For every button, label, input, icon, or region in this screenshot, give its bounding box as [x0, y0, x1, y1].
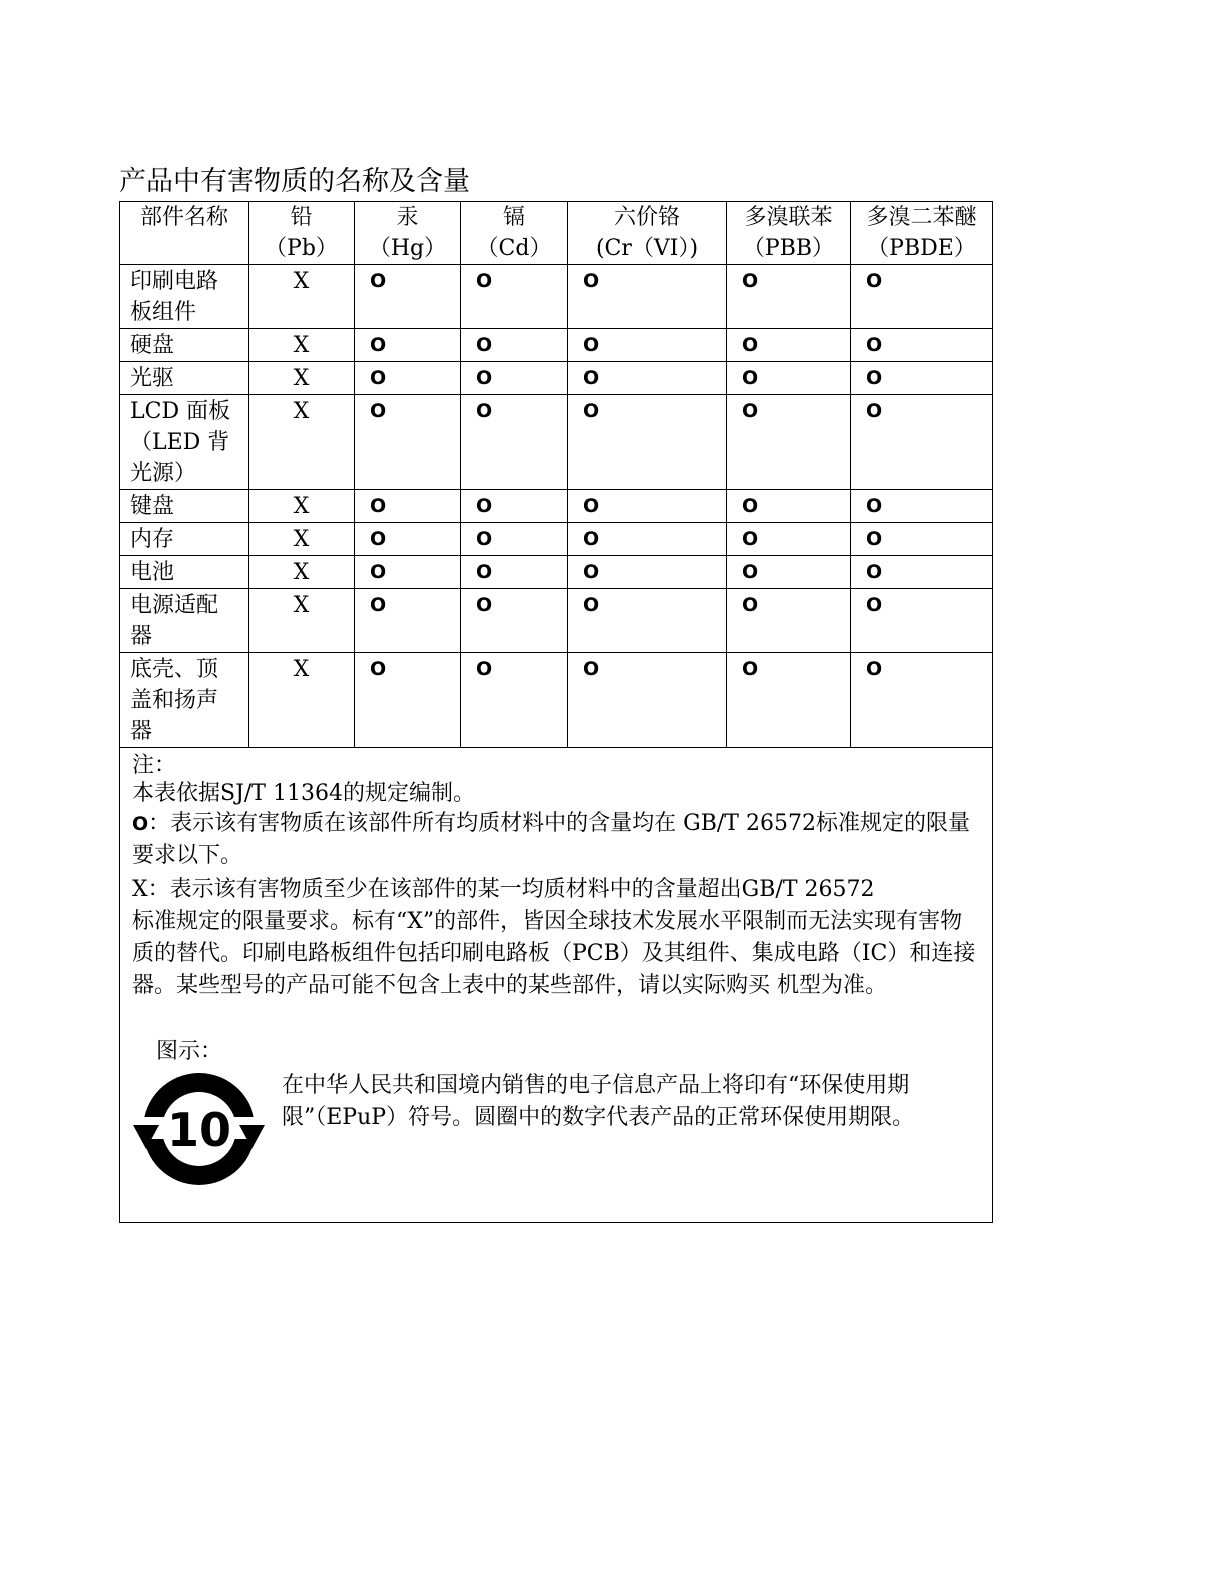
header-part-name [120, 202, 249, 265]
table-row [120, 556, 993, 589]
cell-cr: O [568, 523, 727, 556]
header-line: （PBDE） [867, 236, 976, 261]
cell-pb: X [249, 653, 355, 748]
header-line: （Cd） [476, 236, 552, 261]
header-pbb [727, 202, 851, 265]
part-name-line: LCD 面板 [130, 399, 231, 424]
header-line: 铅 [290, 205, 313, 230]
cell-pbde: O [851, 556, 993, 589]
table-row [120, 265, 993, 329]
o-symbol: O [132, 813, 149, 835]
cell-cr: O [568, 265, 727, 329]
notes-x-explanation [132, 874, 980, 906]
cell-cr: O [568, 490, 727, 523]
cell-hg: O [355, 589, 461, 653]
cell-cd: O [461, 329, 568, 362]
notes-basis: 本表依据SJ/T 11364的规定编制。 [132, 781, 475, 806]
part-name-cell [120, 329, 249, 362]
cell-pbde: O [851, 265, 993, 329]
o-explanation-text: ：表示该有害物质在该部件所有均质材料中的含量均在 GB/T 26572标准规定的限量要求以下。 [132, 811, 970, 868]
cell-pbde: O [851, 395, 993, 490]
cell-pbb: O [727, 265, 851, 329]
cell-cr: O [568, 589, 727, 653]
header-line: 六价铬 [613, 205, 680, 230]
header-mercury [355, 202, 461, 265]
part-name-cell [120, 556, 249, 589]
part-name-cell [120, 265, 249, 329]
cell-cd: O [461, 265, 568, 329]
cell-hg: O [355, 395, 461, 490]
cell-pbde: O [851, 362, 993, 395]
part-name-line: 键盘 [130, 494, 175, 519]
cell-pbb: O [727, 329, 851, 362]
cell-pb: X [249, 329, 355, 362]
cell-pb: X [249, 490, 355, 523]
legend-row [132, 1070, 980, 1192]
header-pbde [851, 202, 993, 265]
notes-cell [120, 748, 993, 1223]
part-name-line: 电源适配 [130, 593, 219, 618]
header-line: 多溴二苯醚 [866, 205, 977, 230]
cell-pbde: O [851, 653, 993, 748]
table-header-row [120, 202, 993, 265]
part-name-cell [120, 589, 249, 653]
table-row [120, 523, 993, 556]
part-name-line: 盖和扬声 [130, 688, 219, 713]
cell-hg: O [355, 556, 461, 589]
table-row [120, 490, 993, 523]
hazardous-substances-table [119, 201, 993, 1223]
part-name-line: 硬盘 [130, 333, 175, 358]
cell-hg: O [355, 490, 461, 523]
notes-row [120, 748, 993, 1223]
part-name-line: 板组件 [130, 300, 197, 325]
cell-cd: O [461, 362, 568, 395]
header-line: 汞 [396, 205, 419, 230]
x-explanation-text-1: ：表示该有害物质至少在该部件的某一均质材料中的含量超出GB/T 26572 [147, 877, 875, 902]
header-line: （Hg） [368, 236, 447, 261]
cell-cd: O [461, 653, 568, 748]
cell-pbb: O [727, 556, 851, 589]
cell-pb: X [249, 556, 355, 589]
cell-pbb: O [727, 589, 851, 653]
part-name-line: 器 [130, 719, 153, 744]
page-title: 产品中有害物质的名称及含量 [119, 166, 470, 197]
table-row [120, 362, 993, 395]
part-name-cell [120, 395, 249, 490]
cell-pb: X [249, 589, 355, 653]
x-symbol: X [132, 877, 148, 902]
header-cadmium [461, 202, 568, 265]
cell-cd: O [461, 589, 568, 653]
cell-pbb: O [727, 523, 851, 556]
cell-pb: X [249, 265, 355, 329]
cell-pbde: O [851, 490, 993, 523]
header-line: 多溴联苯 [744, 205, 833, 230]
cell-cd: O [461, 523, 568, 556]
cell-pbb: O [727, 490, 851, 523]
part-name-cell [120, 653, 249, 748]
cell-cr: O [568, 653, 727, 748]
header-line: (Cr（VI）) [595, 236, 699, 261]
cell-cr: O [568, 395, 727, 490]
epup-recycle-icon [132, 1067, 266, 1191]
cell-cd: O [461, 556, 568, 589]
cell-hg: O [355, 362, 461, 395]
header-line: 部件名称 [139, 205, 228, 230]
cell-hg: O [355, 329, 461, 362]
legend-description: 在中华人民共和国境内销售的电子信息产品上将印有“环保使用期限”（EPuP）符号。圆圈中的数字代表产品的正常环保使用期限。 [282, 1073, 915, 1130]
cell-pbde: O [851, 589, 993, 653]
cell-pbde: O [851, 329, 993, 362]
part-name-line: 器 [130, 624, 153, 649]
part-name-line: 底壳、顶 [130, 657, 219, 682]
cell-cd: O [461, 395, 568, 490]
cell-pb: X [249, 395, 355, 490]
cell-pbb: O [727, 395, 851, 490]
table-row [120, 653, 993, 748]
legend-label: 图示： [156, 1039, 223, 1064]
part-name-line: 光源） [130, 461, 197, 486]
part-name-cell [120, 490, 249, 523]
cell-hg: O [355, 653, 461, 748]
cell-cr: O [568, 329, 727, 362]
notes-o-explanation [132, 808, 980, 872]
table-row [120, 589, 993, 653]
cell-cr: O [568, 556, 727, 589]
notes-label: 注： [132, 753, 177, 778]
cell-pb: X [249, 362, 355, 395]
table-row [120, 329, 993, 362]
header-lead [249, 202, 355, 265]
header-line: （Pb） [265, 236, 338, 261]
part-name-line: （LED 背 [130, 430, 230, 455]
table-row [120, 395, 993, 490]
part-name-line: 电池 [130, 560, 175, 585]
cell-hg: O [355, 523, 461, 556]
part-name-line: 印刷电路 [130, 269, 219, 294]
cell-cr: O [568, 362, 727, 395]
part-name-line: 内存 [130, 527, 175, 552]
epup-number: 10 [166, 1103, 232, 1157]
part-name-cell [120, 362, 249, 395]
cell-pbb: O [727, 362, 851, 395]
header-line: 镉 [502, 205, 525, 230]
cell-hg: O [355, 265, 461, 329]
part-name-cell [120, 523, 249, 556]
x-explanation-text-2: 标准规定的限量要求。标有“X”的部件，皆因全球技术发展水平限制而无法实现有害物质的替代。印刷电路板组件包括印刷电路板（PCB）及其组件、集成电路（IC）和连接器。某些型号的产品可能不包含上表中的某些部件，请以实际购买 机型为准。 [132, 909, 976, 998]
part-name-line: 光驱 [130, 366, 175, 391]
cell-pb: X [249, 523, 355, 556]
cell-pbde: O [851, 523, 993, 556]
header-line: （PBB） [742, 236, 835, 261]
cell-cd: O [461, 490, 568, 523]
cell-pbb: O [727, 653, 851, 748]
header-chromium [568, 202, 727, 265]
